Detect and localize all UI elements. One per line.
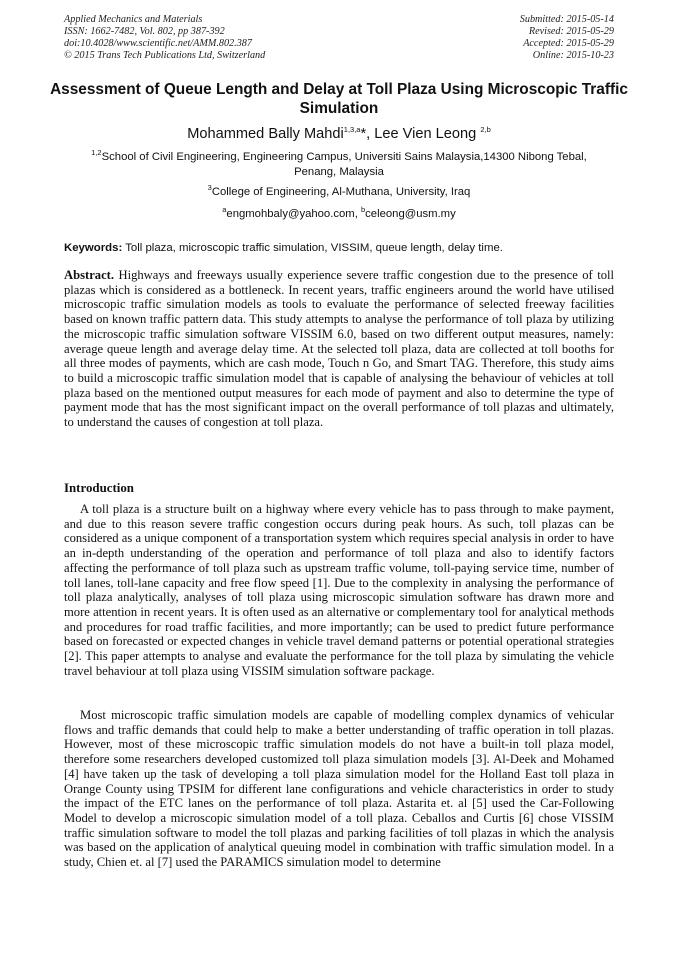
author-list <box>40 125 638 143</box>
date-revised: Revised: 2015-05-29 <box>528 26 614 37</box>
email-link[interactable]: engmohbaly@yahoo.com, <box>226 208 361 220</box>
journal-info <box>64 14 364 62</box>
body-paragraph: Most microscopic traffic simulation models are capable of modelling complex dynamics of vehicular flows and traffic demands that could help to make a better understanding of traffic operation in toll plazas. However, most of these microscopic traffic simulation models do not have a built-in toll plaza model, therefore some researchers developed customized toll plaza simulation models [3]. Al-Deek and Mohamed [4] have taken up the task of developing a toll plaza simulation model for the Holland East toll plaza in Orange County using TPSIM for different lane configurations and vehicle characteristics in order to study the impact of the ETC lanes on the performance of toll plaza. Astarita et. al [5] used the Car-Following Model to develop a microscopic simulation model of a toll plaza. Ceballos and Curtis [6] chose VISSIM traffic simulation software to model the toll plazas and parking facilities of toll plazas in which the analysis was based on the application of analytical queuing model in combination with traffic simulation model. In a study, Chien et. al [7] used the PARAMICS simulation model to determine <box>64 708 614 870</box>
author-name: Mohammed Bally Mahdi <box>187 126 344 142</box>
keywords-text: Toll plaza, microscopic traffic simulation, VISSIM, queue length, delay time. <box>122 242 503 254</box>
abstract <box>64 268 614 430</box>
journal-name: Applied Mechanics and Materials <box>64 14 203 25</box>
journal-doi: doi:10.4028/www.scientific.net/AMM.802.387 <box>64 38 252 49</box>
keywords <box>64 241 616 255</box>
email-mark: a <box>222 205 227 215</box>
affiliation <box>70 185 608 200</box>
journal-copyright: © 2015 Trans Tech Publications Ltd, Switzerland <box>64 50 266 61</box>
affiliation <box>70 150 608 180</box>
abstract-label: Abstract. <box>64 268 115 282</box>
email-mark: b <box>360 205 366 215</box>
author-emails <box>70 207 608 222</box>
section-heading: Introduction <box>64 481 134 495</box>
affiliation-text: School of Civil Engineering, Engineering Campus, Universiti Sains Malaysia,14300 Nibong Tebal, Penang, Malaysia <box>101 151 587 178</box>
date-accepted: Accepted: 2015-05-29 <box>523 38 614 49</box>
date-submitted: Submitted: 2015-05-14 <box>519 14 614 25</box>
journal-issn: ISSN: 1662-7482, Vol. 802, pp 387-392 <box>64 26 225 37</box>
body-paragraph: A toll plaza is a structure built on a highway where every vehicle has to pass through to make payment, and due to this reason severe traffic congestion occurs during peak hours. As such, toll plazas can be considered as a unique component of a transportation system which requires special analysis in order to have an in-depth understanding of the operation and performance of toll plaza and also to identify factors affecting the performance of toll plaza such as upstream traffic volume, toll-paying service time, number of toll lanes, toll-lane capacity and free flow speed [1]. Due to the complexity in analysing the performance of toll plaza analytically, analyses of toll plaza using microscopic simulation software has drawn more and more attention in recent years. It is often used as an alternative or complementary tool for analytical methods and procedures for road traffic facilities, and more importantly; can be used to predict future performance based on forecasted or expected changes in vehicle travel demand patterns or potential operational strategies [2]. This paper attempts to analyse and evaluate the performance for the toll plaza by simulating the vehicle travel behaviour at toll plaza using VISSIM simulation software package. <box>64 502 614 678</box>
date-online: Online: 2015-10-23 <box>532 50 614 61</box>
paper-title: Assessment of Queue Length and Delay at Toll Plaza Using Microscopic Traffic Simulation <box>50 81 628 117</box>
affiliation-text: College of Engineering, Al-Muthana, University, Iraq <box>211 186 471 198</box>
email-link[interactable]: celeong@usm.my <box>365 208 456 220</box>
keywords-label: Keywords: <box>64 242 123 254</box>
affiliation-mark: 3 <box>207 183 212 193</box>
corresponding-mark: *, <box>360 126 375 142</box>
author-affiliation-mark: 1,3,a <box>343 125 361 135</box>
author-affiliation-mark: 2,b <box>480 125 491 135</box>
submission-dates <box>364 14 614 62</box>
author-name: Lee Vien Leong <box>374 126 481 142</box>
abstract-text: Highways and freeways usually experience severe traffic congestion due to the presence of toll plazas which is considered as a bottleneck. In recent years, traffic engineers around the world have utilised microscopic traffic simulation models as tools to evaluate the performance of selected freeway facilities based on known traffic pattern data. This study attempts to analyse the performance of toll plaza by utilizing the microscopic traffic simulation software VISSIM 6.0, based on two different output measures, namely: average queue length and average delay time. At the selected toll plaza, data are collected at toll booths for all three modes of payments, which are cash mode, Touch n Go, and Smart TAG. Therefore, this study aims to build a microscopic traffic simulation model that is capable of analysing the behaviour of vehicles at toll plaza based on the mentioned output measures for each mode of payment and also to determine the type of payment mode that has the most significant impact on the overall performance of toll plazas and ultimately, to understand the causes of congestion at toll plaza. <box>64 268 614 430</box>
affiliation-mark: 1,2 <box>91 148 102 158</box>
